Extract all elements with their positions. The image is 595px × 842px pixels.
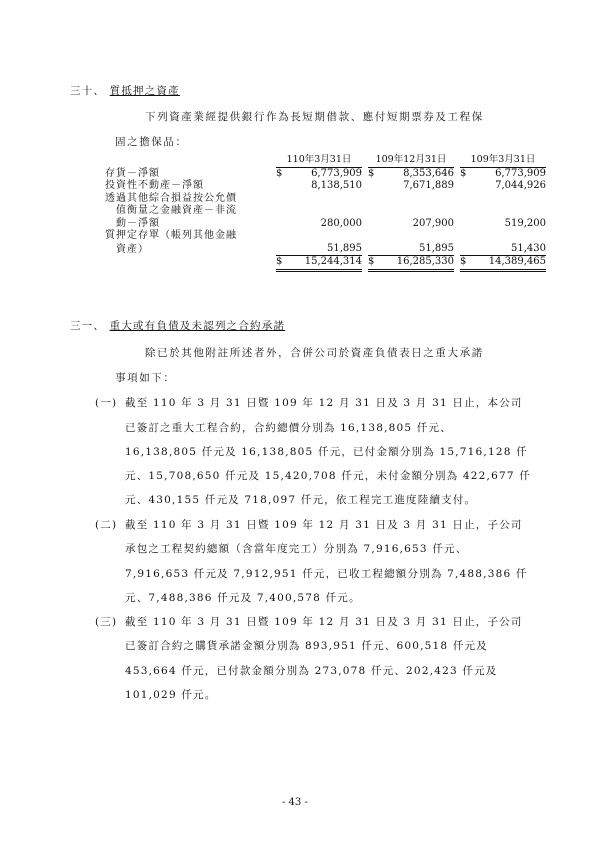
item-text-line: 已簽訂合約之購貨承諾金額分別為 893,951 仟元、600,518 仟元及 [125,640,488,652]
table-cell-value: 6,773,909 [495,167,546,179]
row-label: 動－淨額 [105,217,160,229]
column-header: 109年3月31日 [460,154,546,168]
table-cell-value: 7,671,889 [403,180,454,191]
item-text-line: 7,916,653 仟元及 7,912,951 仟元，已收工程總額分別為 7,488,386 仟 [125,568,528,580]
table-row [105,243,546,257]
table-row [105,218,546,231]
table-cell-value: 207,900 [412,217,454,229]
section-30-title: 質抵押之資產 [109,85,180,97]
item-text-line: 101,029 仟元。 [125,689,217,701]
section-31-paragraph-line1: 除已於其他附註所述者外，合併公司於資產負債表日之重大承諾 [145,347,484,359]
table-row [105,180,546,193]
section-31-paragraph-line2: 事項如下： [115,372,176,384]
table-cell-value: 7,044,926 [495,180,546,191]
table-total-row [105,256,546,272]
table-row-label-continuation [105,193,546,206]
item-marker: (一) [95,397,118,409]
currency-symbol: $ [368,167,375,179]
section-30-number: 三十、 [70,85,106,97]
table-row-label-continuation [105,205,546,218]
section-30-paragraph-line2: 固之擔保品： [115,136,188,148]
currency-symbol: $ [460,167,467,179]
currency-symbol: $ [460,256,467,267]
item-text-line: 16,138,805 仟元及 16,138,805 仟元，已付金額分別為 15,716,128 仟 [125,446,528,458]
table-cell-value: 280,000 [320,217,362,229]
item-text-line: 元、430,155 仟元及 718,097 仟元，依工程完工進度陸續支付。 [125,494,477,506]
item-text-line: 元、7,488,386 仟元及 7,400,578 仟元。 [125,592,361,604]
table-row [105,168,546,181]
table-cell-value: 519,200 [504,217,546,229]
table-cell-value: 8,138,510 [311,180,362,191]
table-cell-value: 51,430 [511,242,546,254]
row-label: 存貨－淨額 [105,167,160,179]
row-label: 值衡量之金融資產－非流 [105,205,237,216]
section-31-title: 重大或有負債及未認列之合約承諾 [109,320,286,332]
table-total-value: 15,244,314 [304,256,362,267]
table-row-label-continuation [105,230,546,243]
table-cell-value: 51,895 [419,242,454,254]
section-30-paragraph-line1: 下列資產業經提供銀行作為長短期借款、應付短期票券及工程保 [145,111,484,123]
section-31-heading [70,318,285,333]
item-marker: (三) [95,616,118,628]
item-text-line: 截至 110 年 3 月 31 日暨 109 年 12 月 31 日及 3 月 31 日止，子公司 [125,519,523,531]
table-cell-value: 8,353,646 [403,167,454,179]
item-text-line: 截至 110 年 3 月 31 日暨 109 年 12 月 31 日及 3 月 31 日止，本公司 [125,397,523,409]
item-text-line: 承包之工程契約總額（含當年度完工）分別為 7,916,653 仟元、 [125,543,468,555]
section-30-heading [70,83,180,98]
column-header: 109年12月31日 [368,154,454,168]
column-header: 110年3月31日 [276,154,362,168]
pledged-assets-table [105,154,546,272]
item-marker: (二) [95,519,118,531]
table-total-value: 16,285,330 [396,256,454,267]
item-text-line: 元、15,708,650 仟元及 15,420,708 仟元，未付金額分別為 422,677 仟 [125,470,531,482]
row-label: 透過其他綜合損益按公允價 [105,192,237,204]
item-text-line: 截至 110 年 3 月 31 日暨 109 年 12 月 31 日及 3 月 31 日止，子公司 [125,616,523,628]
row-label: 質押定存單（帳列其他金融 [105,230,237,241]
table-total-value: 14,389,465 [488,256,546,267]
table-cell-value: 6,773,909 [311,167,362,179]
table-cell-value: 51,895 [327,242,362,254]
section-31-number: 三一、 [70,320,106,332]
row-label: 資產） [105,243,149,255]
item-text-line: 已簽訂之重大工程合約，合約總價分別為 16,138,805 仟元、 [125,422,452,434]
currency-symbol: $ [276,256,283,267]
row-label: 投資性不動產－淨額 [105,180,204,191]
currency-symbol: $ [276,167,283,179]
page-number: - 43 - [282,797,308,808]
table-header-row [105,154,546,168]
currency-symbol: $ [368,256,375,267]
item-text-line: 453,664 仟元，已付款金額分別為 273,078 仟元、202,423 仟元及 [125,665,498,677]
